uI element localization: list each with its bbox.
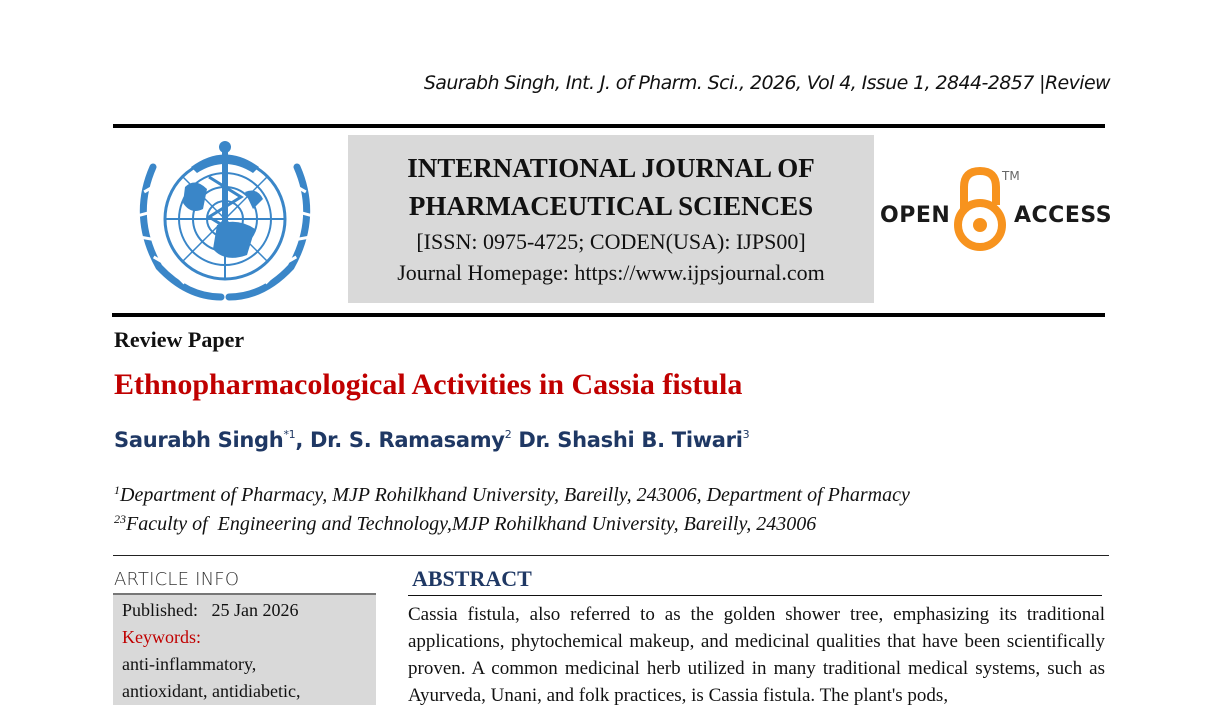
author-list: [114, 428, 749, 452]
affiliation-text: Department of Pharmacy, MJP Rohilkhand University, Bareilly, 243006, Department of Pharmacy: [120, 484, 910, 506]
affiliation-2: [114, 512, 816, 536]
author-affiliation-marker: 3: [742, 428, 750, 441]
keywords-label: Keywords:: [122, 627, 201, 647]
affiliation-marker: 1: [114, 483, 120, 497]
section-divider: [113, 555, 1109, 556]
journal-name: [348, 149, 874, 225]
author-separator: ,: [295, 428, 311, 452]
affiliation-marker: 23: [114, 512, 126, 526]
journal-emblem-icon: [125, 137, 325, 307]
author-name[interactable]: Saurabh Singh: [114, 428, 284, 452]
author-affiliation-marker: *1: [283, 428, 296, 441]
abstract-heading: ABSTRACT: [412, 566, 532, 591]
affiliation-1: [114, 483, 910, 507]
published-date: 25 Jan 2026: [211, 600, 299, 620]
published-row: [122, 597, 376, 624]
author-name[interactable]: Dr. Shashi B. Tiwari: [518, 428, 743, 452]
abstract-rule: [408, 595, 1102, 596]
header-top-rule: [113, 124, 1105, 128]
article-title: Ethnopharmacological Activities in Cassia fistula: [114, 368, 743, 401]
published-label: Published:: [122, 600, 199, 620]
running-head: Saurabh Singh, Int. J. of Pharm. Sci., 2026, Vol 4, Issue 1, 2844-2857 |Review: [423, 72, 1110, 94]
keywords-line-1: anti-inflammatory,: [122, 654, 257, 674]
journal-masthead: [348, 135, 874, 303]
trademark-mark: TM: [1002, 169, 1020, 183]
journal-issn: [ISSN: 0975-4725; CODEN(USA): IJPS00]: [416, 229, 806, 254]
keywords-line-2: antioxidant, antidiabetic,: [122, 681, 301, 701]
journal-name-line1: INTERNATIONAL JOURNAL OF: [407, 153, 815, 183]
paper-type-label: Review Paper: [114, 327, 245, 352]
article-info-heading: ARTICLE INFO: [114, 569, 240, 590]
author-affiliation-marker: 2: [504, 428, 512, 441]
article-info-box: [113, 595, 376, 705]
affiliation-text: Faculty of Engineering and Technology,MJP Rohilkhand University, Bareilly, 243006: [126, 513, 817, 535]
abstract-text: Cassia fistula, also referred to as the golden shower tree, emphasizing its traditional applications, phytochemical makeup, and medicinal qualities that have been scientifically proven. A common medicinal herb utilized in many traditional medical systems, such as Ayurveda, Unani, and folk practices, is Cassia fistula. The plant's pods,: [408, 604, 1105, 706]
open-access-word-open: OPEN: [880, 203, 951, 228]
journal-name-line2: PHARMACEUTICAL SCIENCES: [408, 191, 814, 221]
open-access-logo: [880, 165, 1113, 255]
open-access-word-access: ACCESS: [1014, 203, 1113, 228]
author-name[interactable]: Dr. S. Ramasamy: [310, 428, 505, 452]
header-bottom-rule: [112, 313, 1105, 317]
journal-homepage-link[interactable]: Journal Homepage: https://www.ijpsjournal.com: [397, 260, 825, 285]
